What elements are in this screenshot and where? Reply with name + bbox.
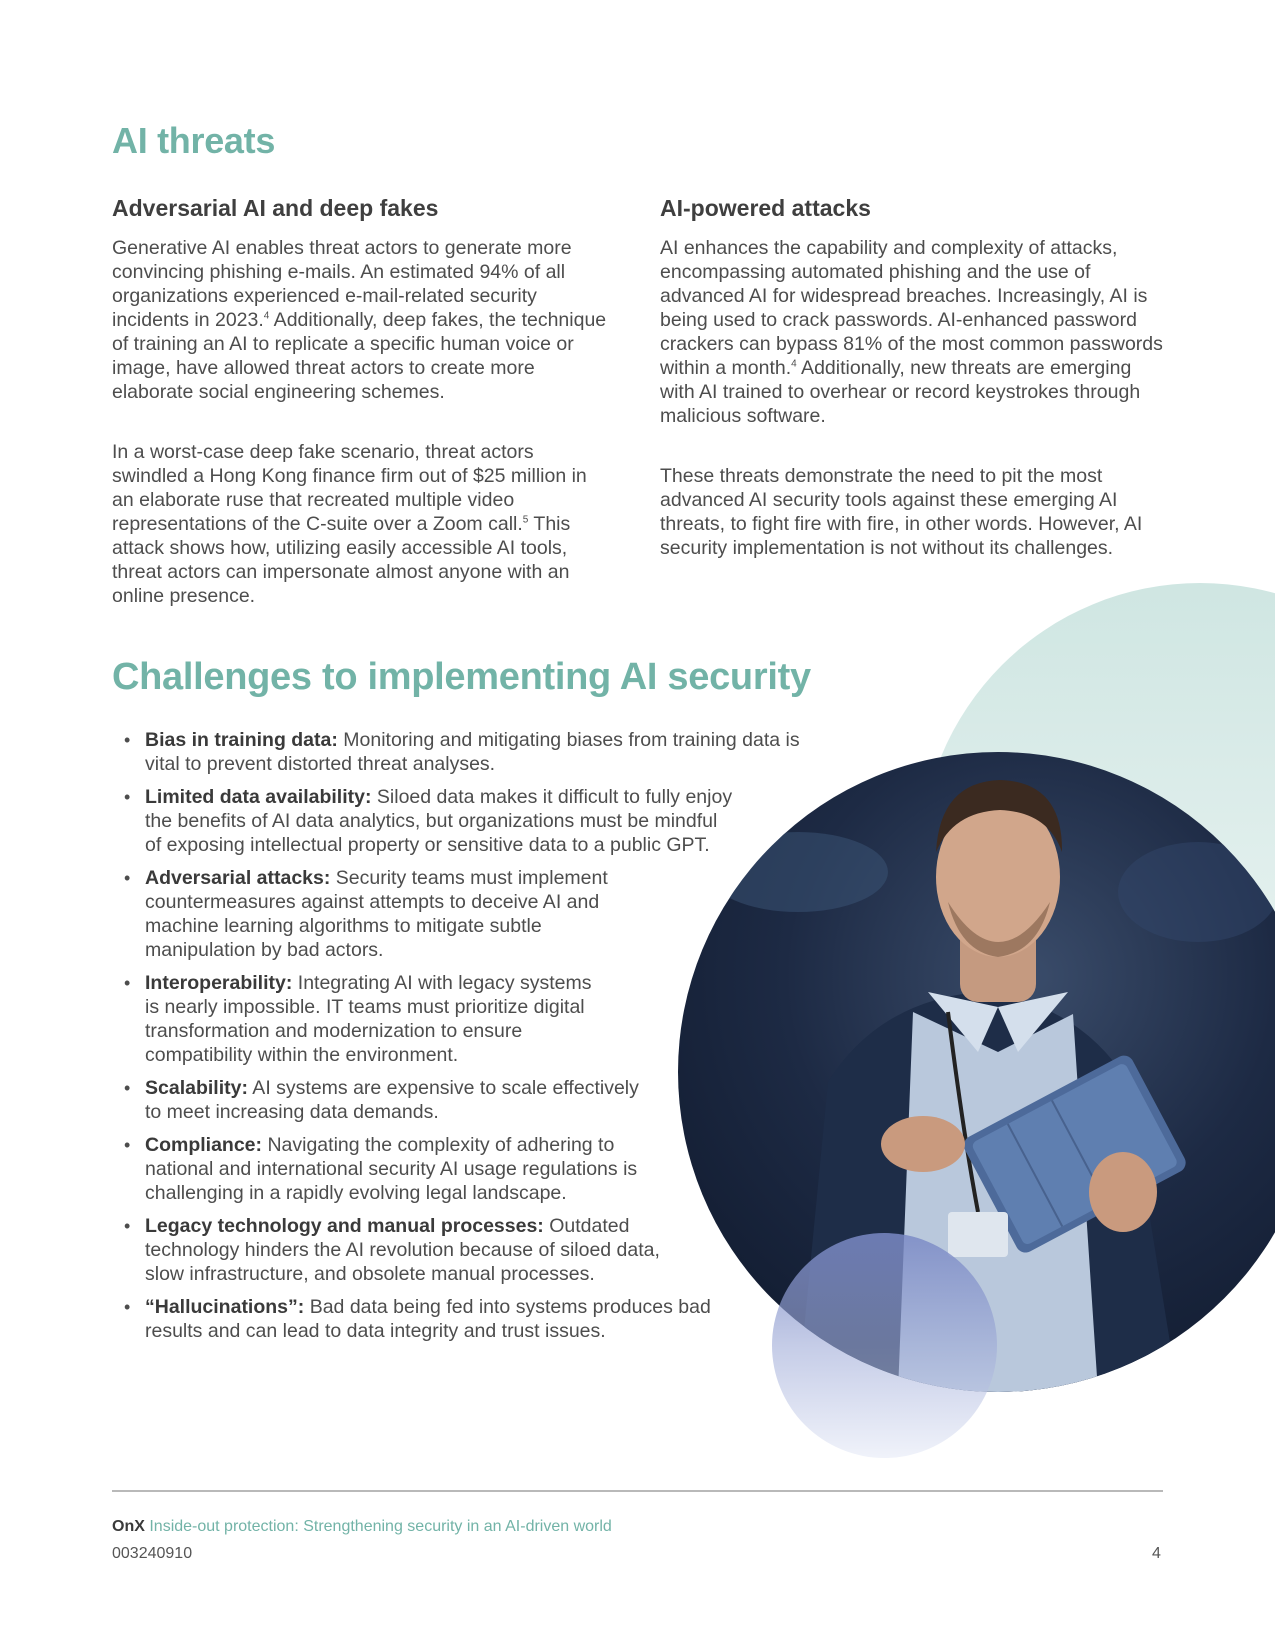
list-item: • Limited data availability: Siloed data makes it difficult to fully enjoy the benefits of AI data analytics, but organizations must be mindful of exposing intellectual property or sensitive data to a public GPT. (118, 785, 735, 857)
list-item: • Legacy technology and manual processes: Outdated technology hinders the AI revolution because of siloed data, slow infrastructure, and obsolete manual processes. (118, 1214, 685, 1286)
paragraph-adversarial-2: In a worst-case deep fake scenario, threat actors swindled a Hong Kong finance firm out of $25 million in an elaborate ruse that recreated multiple video representations of the C-suite over a Zoom call.$^5$ This attack shows how, utilizing easily accessible AI tools, threat actors can impersonate almost anyone with an online presence. (112, 441, 587, 607)
column-adversarial-ai (112, 195, 612, 608)
paragraph-adversarial-1: Generative AI enables threat actors to generate more convincing phishing e-mails. An estimated 94% of all organizations experienced e-mail-related security incidents in 2023.$^4$ Additionally, deep fakes, the technique of training an AI to replicate a specific human voice or image, have allowed threat actors to create more elaborate social engineering schemes. (112, 237, 607, 403)
footer-title-line (112, 1518, 612, 1536)
list-item: • “Hallucinations”: Bad data being fed into systems produces bad results and can lead to data integrity and trust issues. (118, 1295, 745, 1343)
section-title-ai-threats: AI threats (112, 120, 276, 161)
footnote-ref: 4 (791, 358, 797, 370)
section-title-challenges: Challenges to implementing AI security (112, 656, 811, 698)
footnote-ref: 5 (522, 514, 529, 526)
footer-brand: OnX (112, 1518, 145, 1535)
challenges-list (118, 728, 818, 1352)
footer-document-title: Inside-out protection: Strengthening security in an AI-driven world (149, 1518, 612, 1535)
subheading-adversarial-ai: Adversarial AI and deep fakes (112, 195, 439, 221)
subheading-ai-powered-attacks: AI-powered attacks (660, 195, 871, 221)
list-item: • Scalability: AI systems are expensive to scale effectively to meet increasing data demands. (118, 1076, 655, 1124)
page-number: 4 (1152, 1545, 1161, 1562)
footer-document-code: 003240910 (112, 1545, 193, 1562)
footnote-ref: 4 (263, 310, 270, 322)
paragraph-attacks-2: These threats demonstrate the need to pit the most advanced AI security tools against these emerging AI threats, to fight fire with fire, in other words. However, AI security implementation is not without its challenges. (660, 465, 1143, 559)
list-item: • Compliance: Navigating the complexity of adhering to national and international security AI usage regulations is challenging in a rapidly evolving legal landscape. (118, 1133, 675, 1205)
list-item: • Adversarial attacks: Security teams must implement countermeasures against attempts to deceive AI and machine learning algorithms to mitigate subtle manipulation by bad actors. (118, 866, 620, 962)
paragraph-attacks-1: AI enhances the capability and complexity of attacks, encompassing automated phishing and the use of advanced AI for widespread breaches. Increasingly, AI is being used to crack passwords. AI-enhanced password crackers can bypass 81% of the most common passwords within a month.$^4$ Additionally, new threats are emerging with AI trained to overhear or record keystrokes through malicious software. (660, 237, 1163, 427)
footer-divider (112, 1490, 1163, 1492)
list-item: • Bias in training data: Monitoring and mitigating biases from training data is vital to prevent distorted threat analyses. (118, 728, 805, 776)
column-ai-powered-attacks (660, 195, 1170, 560)
list-item: • Interoperability: Integrating AI with legacy systems is nearly impossible. IT teams must prioritize digital transformation and modernization to ensure compatibility within the environment. (118, 971, 610, 1067)
